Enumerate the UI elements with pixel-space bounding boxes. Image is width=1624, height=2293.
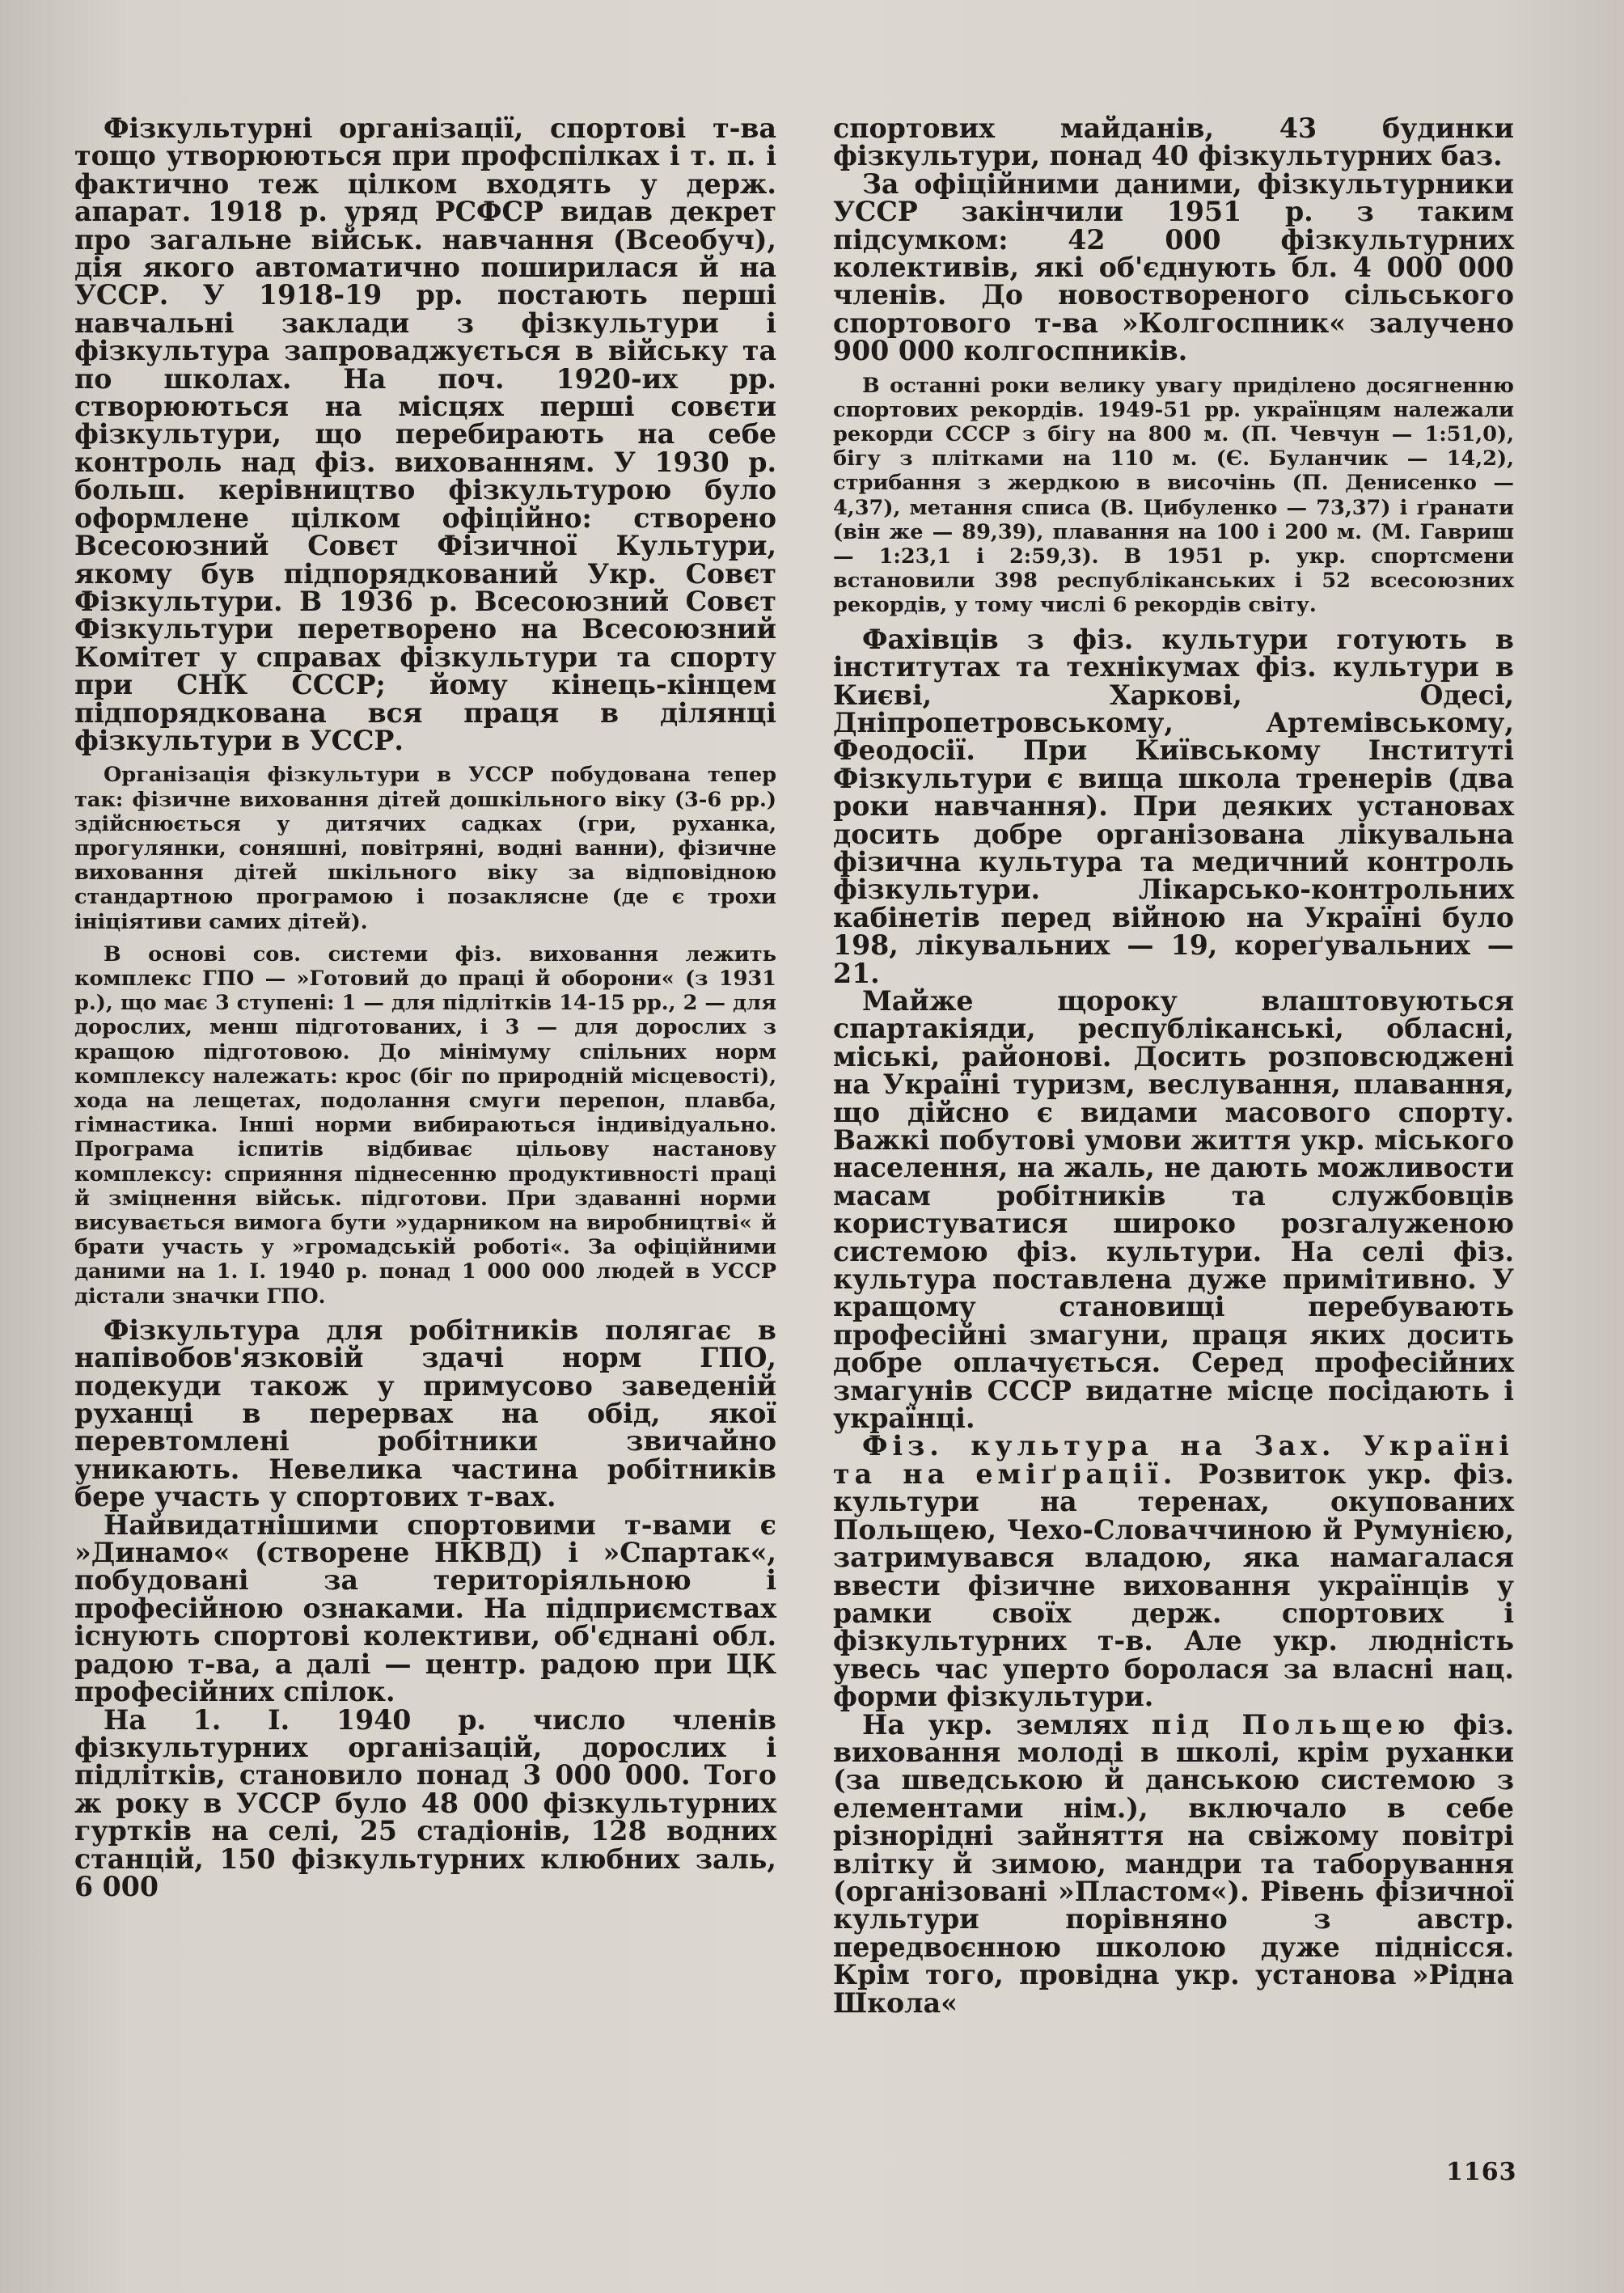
paragraph: За офіційними даними, фізкультурники УССР закінчили 1951 р. з таким підсумком: 42 000 фізкультурних колективів, які об'єднують бл. 4 000 000 членів. До новоствореного сільського спортового т-ва »Колгоспник« залучено 900 000 колгоспників. <box>833 167 1514 367</box>
paragraph-continuation: спортових майданів, 43 будинки фізкультури, понад 40 фізкультурних баз. <box>833 112 1514 172</box>
right-column <box>833 112 1515 2019</box>
paragraph <box>833 1708 1515 2019</box>
paragraph: Фахівців з фіз. культури готують в інститутах та технікумах фіз. культури в Києві, Харкові, Одесі, Дніпропетровському, Артемівському, Феодосії. При Київському Інституті Фізкультури є вища школа тренерів (два роки навчання). При деяких установах досить добре організована лікувальна фізична культура та медичний контроль фізкультури. Лікарсько-контрольних кабінетів перед війною на Україні було 198, лікувальних — 19, кореґувальних — 21. <box>833 623 1514 989</box>
paragraph-lead: На укр. землях <box>862 1708 1152 1741</box>
page-number: 1163 <box>1446 2158 1517 2186</box>
paragraph-text: фіз. виховання молоді в школі, крім руханки (за шведською й данською системою з елементами нім.), включало в себе різнорідні зайняття на свіжому повітрі влітку й зимою, мандри та таборування (організовані »Пластом«). Рівень фізичної культури порівняно з австр. передвоєнною школою дуже піднісся. Крім того, провідна укр. установа »Рідна Школа« <box>833 1708 1515 2019</box>
paragraph: Фізкультурні організації, спортові т-ва тощо утворюються при профспілках і т. п. і фактично теж цілком входять у держ. апарат. 1918 р. уряд РСФСР видав декрет про загальне військ. навчання (Всеобуч), дія якого автоматично поширилася й на УССР. У 1918-19 рр. постають перші навчальні заклади з фізкультури і фізкультура запроваджується в війську та по школах. На поч. 1920-их рр. створюються на місцях перші совєти фізкультури, що перебирають на себе контроль над фіз. вихованням. У 1930 р. больш. керівництво фізкультурою було оформлене цілком офіційно: створено Всесоюзний Совєт Фізичної Культури, якому був підпорядкований Укр. Совєт Фізкультури. В 1936 р. Всесоюзний Совєт Фізкультури перетворено на Всесоюзний Комітет у справах фізкультури та спорту при СНК СССР; йому кінець-кінцем підпорядкована вся праця в ділянці фізкультури в УССР. <box>74 112 776 756</box>
emphasis-phrase: під Польщею <box>1151 1708 1431 1741</box>
small-paragraph: Організація фізкультури в УССР побудована тепер так: фізичне виховання дітей дошкільного віку (3-6 рр.) здійснюється у дитячих садках (гри, руханка, прогулянки, соняшні, повітряні, водні ванни), фізичне виховання дітей шкільного віку за відповідною стандартною програмою і позаклясне (де є трохи ініціятиви самих дітей). <box>74 763 776 934</box>
paragraph: Найвидатнішими спортовими т-вами є »Динамо« (створене НКВД) і »Спартак«, побудовані за територіяльною і професійною ознаками. На підприємствах існують спортові колективи, об'єднані обл. радою т-ва, а далі — центр. радою при ЦК професійних спілок. <box>74 1508 776 1708</box>
paragraph: На 1. І. 1940 р. число членів фізкультурних організацій, дорослих і підлітків, становило понад 3 000 000. Того ж року в УССР було 48 000 фізкультурних гуртків на селі, 25 стадіонів, 128 водних станцій, 150 фізкультурних клюбних заль, 6 000 <box>74 1703 776 1902</box>
section-paragraph <box>833 1432 1514 1711</box>
paragraph: Майже щороку влаштовуються спартакіяди, республіканські, обласні, міські, районові. Досить розповсюджені на Україні туризм, веслування, плавання, що дійсно є видами масового спорту. Важкі побутові умови життя укр. міського населення, на жаль, не дають можливости масам робітників та службовців користуватися широко розгалуженою системою фіз. культури. На селі фіз. культура поставлена дуже примітивно. У кращому становищі перебувають професійні змагуни, праця яких досить добре оплачується. Серед професійних змагунів СССР видатне місце посідають і українці. <box>833 984 1514 1435</box>
small-paragraph: В основі сов. системи фіз. виховання лежить комплекс ГПО — »Готовий до праці й оборони« (з 1931 р.), що має 3 ступені: 1 — для підлітків 14-15 рр., 2 — для дорослих, менш підготованих, і 3 — для дорослих з кращою підготовою. До мінімуму спільних норм комплексу належать: крос (біг по природній місцевості), хода на лещетах, подолання смуги перепон, плавба, гімнастика. Інші норми вибираються індивідуально. Програма іспитів відбиває цільову настанову комплексу: сприяння піднесенню продуктивності праці й зміцнення військ. підготови. При здаванні норми висувається вимога бути »ударником на виробництві« й брати участь у »громадській роботі«. За офіційними даними на 1. І. 1940 р. понад 1 000 000 людей в УССР дістали значки ГПО. <box>74 941 776 1309</box>
left-column <box>74 112 776 1902</box>
section-heading: Фіз. культура на Зах. Україні та на еміґрації. <box>833 1430 1514 1490</box>
paragraph-text: Розвиток укр. фіз. культури на теренах, окупованих Польщею, Чехо-Словаччиною й Румунією, затримувався владою, яка намагалася ввести фізичне виховання українців у рамки своїх держ. спортових і фізкультурних т-в. Але укр. людність увесь час уперто боролася за власні нац. форми фізкультури. <box>833 1457 1514 1713</box>
paragraph: Фізкультура для робітників полягає в напівобов'язковій здачі норм ГПО, подекуди також у примусово заведеній руханці в перервах на обід, якої перевтомлені робітники звичайно уникають. Невелика частина робітників бере участь у спортових т-вах. <box>74 1314 776 1513</box>
small-paragraph: В останні роки велику увагу приділено досягненню спортових рекордів. 1949-51 рр. українцям належали рекорди СССР з бігу на 800 м. (П. Чевчун — 1:51,0), бігу з плітками на 110 м. (Є. Буланчик — 14,2), стрибання з жердкою в височінь (П. Денисенко — 4,37), метання списа (В. Цибуленко — 73,37) і ґранати (він же — 89,39), плавання на 100 і 200 м. (М. Гавриш — 1:23,1 і 2:59,3). В 1951 р. укр. спортсмени встановили 398 республіканських і 52 всесоюзних рекордів, у тому числі 6 рекордів світу. <box>833 373 1514 618</box>
